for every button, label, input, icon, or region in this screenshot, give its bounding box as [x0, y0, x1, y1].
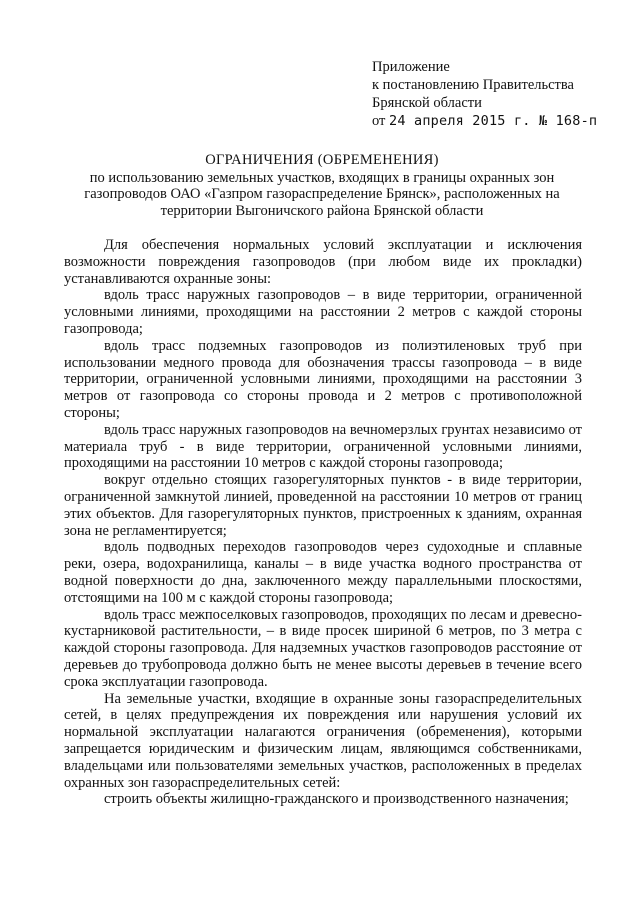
document-heading	[60, 152, 584, 219]
appendix-resolution: к постановлению Правительства	[372, 77, 574, 93]
paragraph-forest: вдоль трасс межпоселковых газопроводов, проходящих по лесам и древесно-кустарниковой растительности, – в виде просек шириной 6 метров, по 3 метра с каждой стороны газопровода. Для надземных участков газопроводов расстояние от деревьев до трубопровода должно быть не менее высоты деревьев в течение всего срока эксплуатации газопровода.	[64, 606, 582, 690]
paragraph-above-ground: вдоль трасс наружных газопроводов – в виде территории, ограниченной условными линиями, проходящими на расстоянии 2 метров с каждой стороны газопровода;	[64, 287, 582, 337]
paragraph-underwater: вдоль подводных переходов газопроводов через судоходные и сплавные реки, озера, водохранилища, каналы – в виде участка водного пространства от водной поверхности до дна, заключенного между параллельными плоскостями, отстоящими на 100 м с каждой стороны газопровода;	[64, 539, 582, 606]
paragraph-permafrost: вдоль трасс наружных газопроводов на вечномерзлых грунтах независимо от материала труб - в виде территории, ограниченной условными линиями, проходящими на расстоянии 10 метров с каждой стороны газопровода;	[64, 421, 582, 472]
date-prefix: от	[372, 113, 386, 129]
appendix-label: Приложение	[372, 59, 450, 75]
paragraph-underground-pe: вдоль трасс подземных газопроводов из полиэтиленовых труб при использовании медного провода для обозначения трассы газопровода – в виде территории, ограниченной условными линиями, проходящими на расстоянии 3 метров от газопровода со стороны провода и 2 метров с противоположной стороны;	[64, 337, 582, 421]
document-title: ОГРАНИЧЕНИЯ (ОБРЕМЕНЕНИЯ)	[205, 152, 439, 168]
heading-line-2: газопроводов ОАО «Газпром газораспределение Брянск», расположенных на	[84, 186, 560, 202]
paragraph-intro: Для обеспечения нормальных условий эксплуатации и исключения возможности повреждения газопроводов (при любом виде их прокладки) устанавливаются охранные зоны:	[64, 237, 582, 287]
heading-line-1: по использованию земельных участков, входящих в границы охранных зон	[89, 169, 555, 186]
resolution-date-number: 24 апреля 2015 г. № 168-п	[389, 113, 598, 129]
paragraph-regulator-points: вокруг отдельно стоящих газорегуляторных пунктов - в виде территории, ограниченной замкнутой линией, проведенной на расстоянии 10 метров от границ этих объектов. Для газорегуляторных пунктов, пристроенных к зданиям, охранная зона не регламентируется;	[64, 472, 582, 539]
paragraph-construction: строить объекты жилищно-гражданского и производственного назначения;	[104, 791, 569, 808]
appendix-region: Брянской области	[372, 95, 482, 111]
appendix-date-line	[372, 112, 632, 130]
appendix-block	[372, 58, 632, 130]
document-body	[64, 237, 582, 808]
paragraph-restrictions: На земельные участки, входящие в охранные зоны газораспределительных сетей, в целях предупреждения их повреждения или нарушения условий их нормальной эксплуатации налагаются ограничения (обременения), которыми запрещается юридическим и физическим лицам, являющимся собственниками, владельцами или пользователями земельных участков, расположенных в пределах охранных зон газораспределительных сетей:	[64, 690, 582, 791]
heading-line-3: территории Выгоничского района Брянской области	[160, 202, 484, 219]
